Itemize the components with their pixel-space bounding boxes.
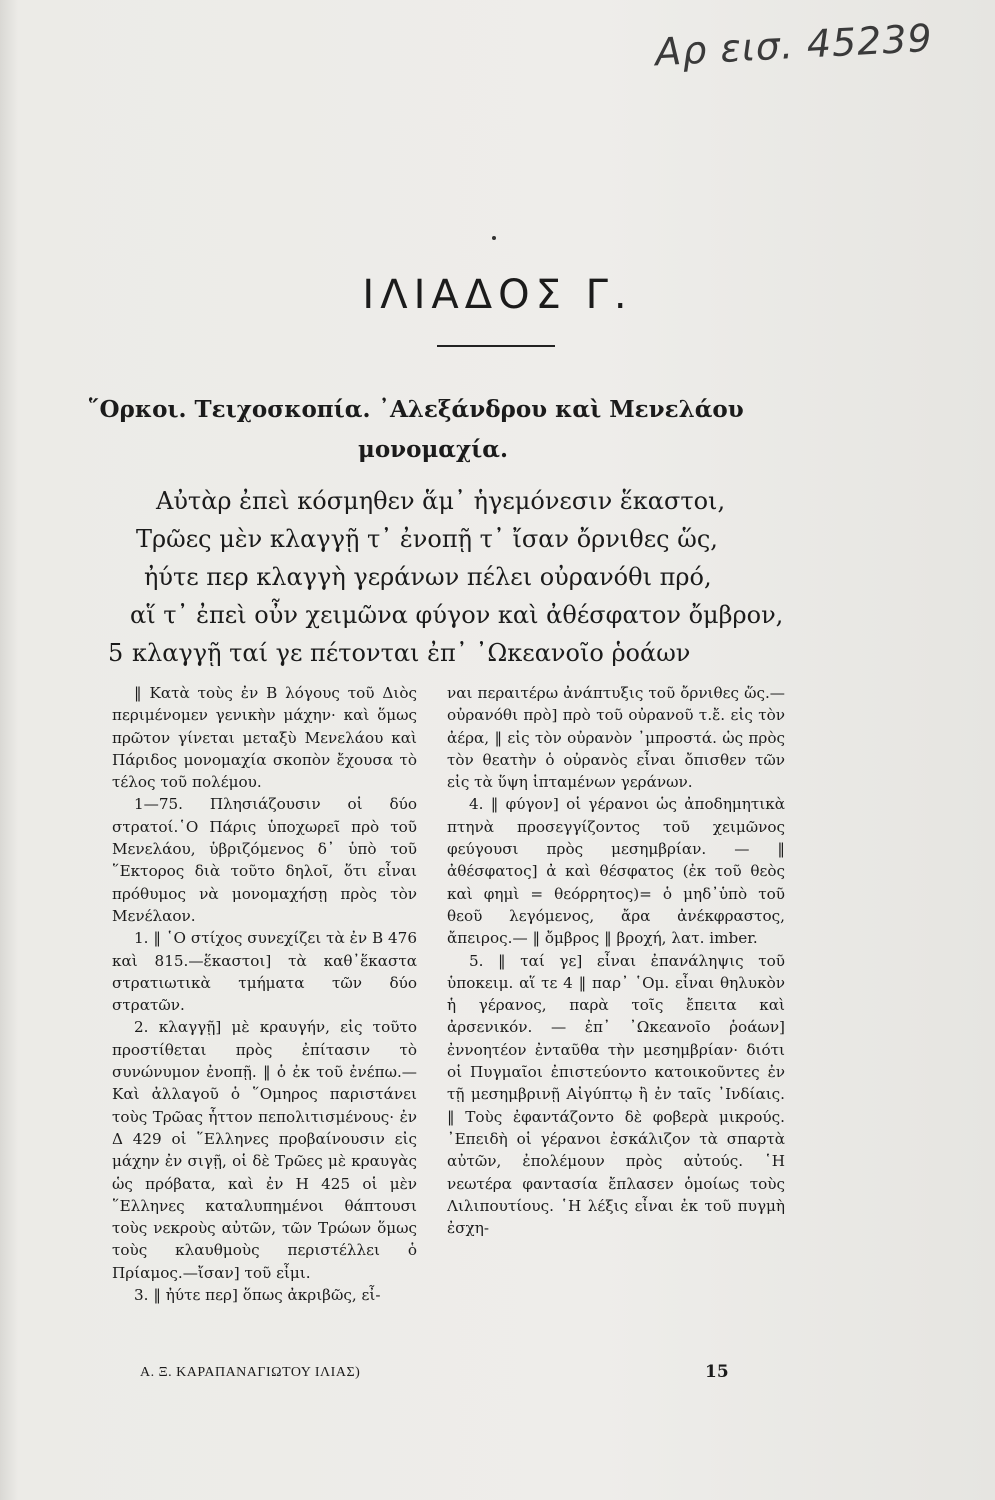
commentary-paragraph: 1. ‖ ῾Ο στίχος συνεχίζει τὰ ἐν Β 476 καὶ 815.—ἕκαστοι] τὰ καθ᾿ἕκαστα στρατιωτικὰ τμήματα τῶν δύο στρατῶν. [112, 929, 417, 1015]
verse-line [108, 482, 898, 520]
commentary-paragraph: 4. ‖ φύγον] οἱ γέρανοι ὡς ἀποδημητικὰ πτηνὰ προσεγγίζοντος τοῦ χειμῶνος φεύγουσι πρὸς μεσημβρίαν. — ‖ ἀθέσφατος] ἀ καὶ θέσφατος (ἐκ τοῦ θεὸς καὶ φημὶ = θεόρρητος)= ὁ μηδ᾿ὑπὸ τοῦ θεοῦ λεγόμενος, ἄρα ἀνέκφραστος, ἄπειρος.— ‖ ὄμβρος ‖ βροχή, λατ. imber. [447, 795, 785, 948]
commentary-paragraph: ‖ Κατὰ τοὺς ἐν Β λόγους τοῦ Διὸς περιμένομεν γενικὴν μάχην· καὶ ὅμως πρῶτον γίνεται μεταξὺ Μενελάου καὶ Πάριδος μονομαχία σκοπὸν ἔχουσα τὸ τέλος τοῦ πολέμου. [112, 684, 417, 792]
footer-signature: Α. Ξ. ΚΑΡΑΠΑΝΑΓΙΩΤΟΥ ΙΛΙΑΣ) [140, 1365, 361, 1380]
verse-text: κλαγγῇ ταί γε πέτονται ἐπ᾿ ᾿Ωκεανοῖο ῥοάων [132, 639, 691, 667]
commentary-left-column [112, 682, 417, 1306]
handwritten-shelfmark: Αρ εισ. 45239 [654, 15, 934, 75]
commentary-paragraph: 5. ‖ ταί γε] εἶναι ἐπανάληψις τοῦ ὑποκειμ. αἵ τε 4 ‖ παρ᾿ ῾Ομ. εἶναι θηλυκὸν ἡ γέρανος, παρὰ τοῖς ἔπειτα καὶ ἀρσενικόν. — ἐπ᾿ ᾿Ωκεανοῖο ῥοάων] ἐννοητέον ἐνταῦθα τὴν μεσημβρίαν· διότι οἱ Πυγμαῖοι ἐπιστεύοντο κατοικοῦντες ἐν τῇ μεσημβρινῇ Αἰγύπτῳ ἢ ἐν ταῖς ᾿Ινδίαις. ‖ Τοὺς ἐφαντάζοντο δὲ φοβερὰ μικρούς. ᾿Επειδὴ οἱ γέρανοι ἐσκάλιζον τὰ σπαρτὰ αὐτῶν, ἐπολέμουν πρὸς αὐτούς. ῾Η νεωτέρα φαντασία ἔπλασεν ὁμοίως τοὺς Λιλιπουτίους. ῾Η λέξις εἶναι ἐκ τοῦ πυγμὴ ἐσχη- [447, 951, 785, 1238]
subtitle-line-2: μονομαχία. [358, 436, 508, 463]
verse-line [108, 634, 898, 672]
subtitle-line-1: ῞Ορκοι. Τειχοσκοπία. ᾿Αλεξάνδρου καὶ Μενελάου [88, 396, 744, 423]
title-rule [437, 345, 555, 347]
verse-line [108, 558, 898, 596]
commentary-paragraph: 2. κλαγγῇ] μὲ κραυγήν, εἰς τοῦτο προστίθεται πρὸς ἐπίτασιν τὸ συνώνυμον ἐνοπῇ. ‖ ὁ ἐκ τοῦ ἐνέπω.—Καὶ ἀλλαγοῦ ὁ ῞Ομηρος παριστάνει τοὺς Τρῶας ἧττον πεπολιτισμένους· ἐν Δ 429 οἱ ῞Ελληνες προβαίνουσιν εἰς μάχην ἐν σιγῇ, οἱ δὲ Τρῶες μὲ κραυγὰς ὡς πρόβατα, καὶ ἐν Η 425 οἱ μὲν ῞Ελληνες καταλυπημένοι θάπτουσι τοὺς νεκροὺς αὐτῶν, τῶν Τρώων ὅμως τοὺς κλαυθμοὺς περιστέλλει ὁ Πρίαμος.—ἴσαν] τοῦ εἶμι. [112, 1018, 417, 1282]
chapter-subtitle [88, 390, 868, 470]
commentary-paragraph: 1—75. Πλησιάζουσιν οἱ δύο στρατοί.῾Ο Πάρις ὑποχωρεῖ πρὸ τοῦ Μενελάου, ὑβριζόμενος δ᾿ ὑπὸ τοῦ ῞Εκτορος διὰ τοῦτο δηλοῖ, ὅτι εἶναι πρόθυμος νὰ μονομαχήσῃ πρὸς τὸν Μενέλαον. [112, 795, 417, 925]
verse-text: αἵ τ᾿ ἐπεὶ οὖν χειμῶνα φύγον καὶ ἀθέσφατον ὄμβρον, [130, 601, 784, 629]
verse-block [108, 482, 898, 672]
page-title: ΙΛΙΑΔΟΣ Γ. [362, 272, 633, 318]
verse-number: 5 [108, 639, 124, 667]
verse-text: Τρῶες μὲν κλαγγῇ τ᾿ ἐνοπῇ τ᾿ ἴσαν ὄρνιθες ὥς, [136, 525, 718, 553]
ornament-dot [492, 236, 496, 240]
verse-line [108, 520, 898, 558]
verse-text: Αὐτὰρ ἐπεὶ κόσμηθεν ἅμ᾿ ἡγεμόνεσιν ἕκαστοι, [156, 487, 726, 515]
commentary-right-column [447, 682, 785, 1239]
commentary-paragraph: ναι περαιτέρω ἀνάπτυξις τοῦ ὄρνιθες ὥς.—οὐρανόθι πρὸ] πρὸ τοῦ οὐρανοῦ τ.ἔ. εἰς τὸν ἀέρα, ‖ εἰς τὸν οὐρανὸν ᾿μπροστά. ὡς πρὸς τὸν θεατὴν ὁ οὐρανὸς εἶναι ὄπισθεν τῶν εἰς τὰ ὕψη ἱπταμένων γεράνων. [447, 684, 785, 792]
commentary-paragraph: 3. ‖ ἠύτε περ] ὅπως ἀκριβῶς, εἶ- [134, 1286, 381, 1305]
page-number: 15 [705, 1362, 729, 1382]
verse-line [108, 596, 898, 634]
verse-text: ἠύτε περ κλαγγὴ γεράνων πέλει οὐρανόθι πρό, [144, 563, 712, 591]
